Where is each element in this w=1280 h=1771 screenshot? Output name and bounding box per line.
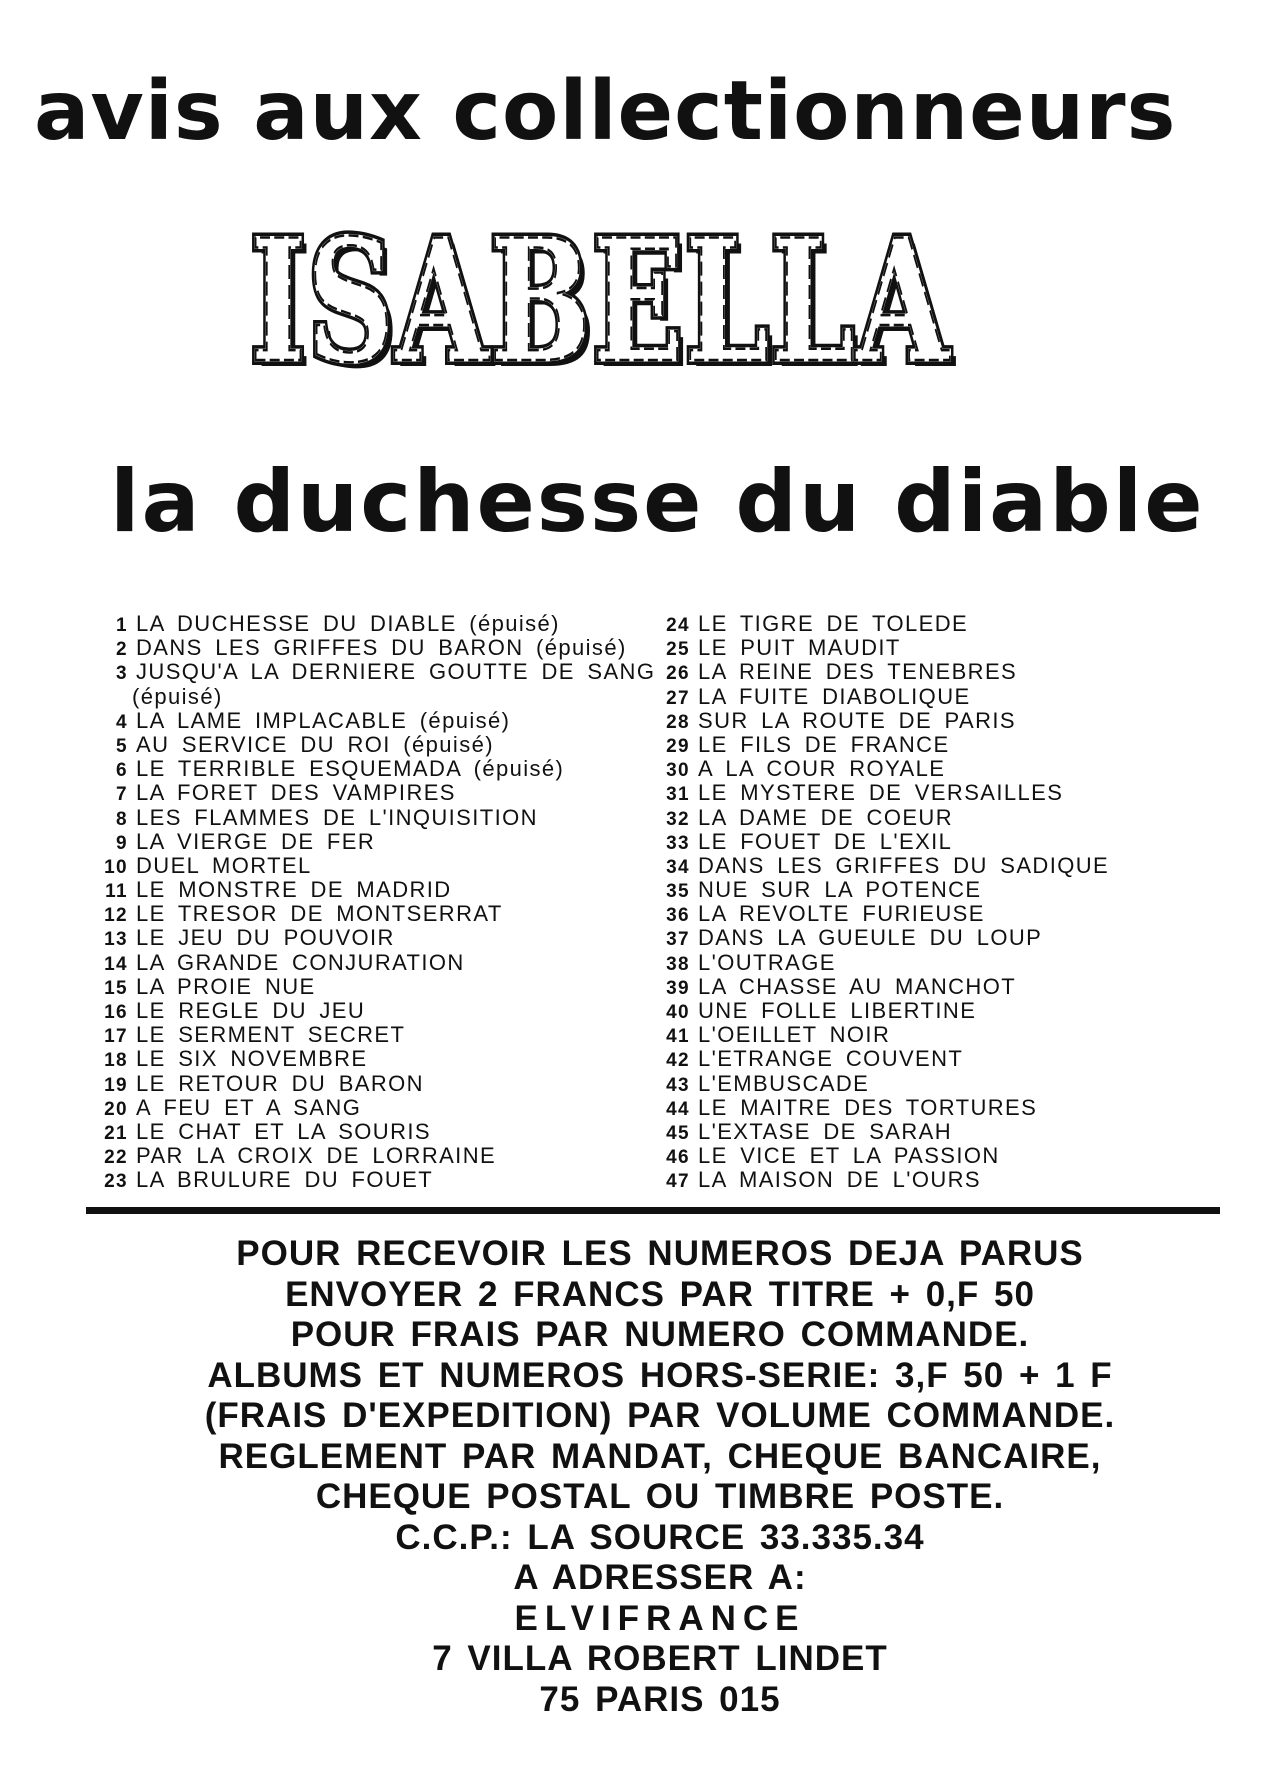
logo-text-layer: ISABELLA	[250, 202, 951, 390]
list-item	[648, 830, 1208, 854]
issue-number: 47	[666, 1171, 690, 1193]
list-item	[86, 1144, 646, 1168]
list-item	[648, 975, 1208, 999]
list-item	[648, 999, 1208, 1023]
list-item	[86, 1072, 646, 1096]
issue-title	[136, 1047, 656, 1071]
issue-title-text: LE PUIT MAUDIT	[698, 635, 901, 661]
list-item	[648, 951, 1208, 975]
list-item	[86, 830, 646, 854]
issue-title-text: LA FUITE DIABOLIQUE	[698, 683, 971, 709]
issue-title-text: LE MYSTERE DE VERSAILLES	[698, 780, 1064, 806]
issue-title	[136, 612, 656, 636]
notice-line: ELVIFRANCE	[514, 1598, 806, 1638]
issue-title	[698, 830, 1218, 854]
issue-number: 29	[666, 735, 690, 757]
list-item	[648, 685, 1208, 709]
list-item	[648, 733, 1208, 757]
issue-title	[136, 733, 656, 757]
issue-title	[132, 659, 656, 709]
list-item	[86, 1096, 646, 1120]
issue-title-text: DANS LA GUEULE DU LOUP	[698, 925, 1043, 951]
list-item	[86, 806, 646, 830]
list-item	[648, 757, 1208, 781]
issue-number: 3	[116, 663, 128, 685]
issue-number: 31	[666, 784, 690, 806]
list-item	[648, 926, 1208, 950]
issue-number: 9	[116, 832, 128, 854]
issue-title	[698, 1096, 1218, 1120]
issue-title	[136, 878, 656, 902]
title-list-left	[86, 611, 656, 1193]
issue-title-text: LE SERMENT SECRET	[136, 1022, 406, 1048]
list-item	[86, 902, 646, 926]
issue-title	[698, 902, 1218, 926]
issue-title-text: LA BRULURE DU FOUET	[136, 1167, 434, 1193]
issue-title	[698, 806, 1218, 830]
issue-title	[698, 951, 1218, 975]
issue-title	[136, 1120, 656, 1144]
list-item	[648, 1023, 1208, 1047]
issue-title	[698, 709, 1218, 733]
issue-number: 12	[104, 905, 128, 927]
issue-title	[136, 1096, 656, 1120]
issue-number: 30	[666, 760, 690, 782]
list-item	[648, 781, 1208, 805]
issue-title-text: UNE FOLLE LIBERTINE	[698, 998, 977, 1023]
issue-title	[136, 951, 656, 975]
issue-title-text: L'OEILLET NOIR	[698, 1022, 891, 1048]
list-item	[86, 709, 646, 733]
issue-number: 8	[116, 808, 128, 830]
issue-title	[698, 854, 1218, 878]
issue-title-text: LA REVOLTE FURIEUSE	[698, 901, 985, 927]
issue-title	[698, 757, 1218, 781]
issue-title-text: LA FORET DES VAMPIRES	[136, 780, 456, 806]
issue-title-text: AU SERVICE DU ROI (épuisé)	[136, 731, 494, 757]
issue-number: 27	[666, 687, 690, 709]
issue-title-text: NUE SUR LA POTENCE	[698, 877, 982, 903]
issue-number: 45	[666, 1122, 690, 1144]
issue-number: 44	[666, 1098, 690, 1120]
issue-number: 25	[666, 639, 690, 661]
issue-title-text: L'OUTRAGE	[698, 949, 836, 975]
notice-line: C.C.P.: LA SOURCE 33.335.34	[395, 1517, 925, 1557]
issue-title-text: LE JEU DU POUVOIR	[136, 925, 395, 951]
issue-title	[698, 926, 1218, 950]
issue-title-text: DUEL MORTEL	[136, 852, 312, 878]
issue-title-text: A FEU ET A SANG	[136, 1094, 362, 1120]
issue-number: 41	[666, 1026, 690, 1048]
issue-number: 35	[666, 881, 690, 903]
issue-title-text: LE TERRIBLE ESQUEMADA (épuisé)	[136, 756, 565, 782]
issue-number: 39	[666, 977, 690, 999]
list-item	[648, 902, 1208, 926]
list-item	[648, 612, 1208, 636]
isabella-logo	[220, 200, 980, 390]
issue-title	[698, 685, 1218, 709]
issue-title	[698, 1047, 1218, 1071]
issue-title	[136, 781, 656, 805]
issue-number: 17	[104, 1026, 128, 1048]
issue-number: 22	[104, 1147, 128, 1169]
issue-title-text: A LA COUR ROYALE	[698, 756, 946, 782]
issue-title	[698, 781, 1218, 805]
list-item	[86, 781, 646, 805]
issue-number: 46	[666, 1147, 690, 1169]
issue-title-text: DANS LES GRIFFES DU BARON (épuisé)	[136, 635, 627, 661]
issue-title-text: LA VIERGE DE FER	[136, 828, 376, 854]
issue-title	[136, 999, 656, 1023]
list-item	[648, 1168, 1208, 1192]
issue-number: 32	[666, 808, 690, 830]
notice-line: ENVOYER 2 FRANCS PAR TITRE + 0,F 50	[285, 1274, 1035, 1314]
list-item	[86, 854, 646, 878]
issue-number: 4	[116, 711, 128, 733]
issue-title	[698, 999, 1218, 1023]
issue-number: 42	[666, 1050, 690, 1072]
list-item	[648, 1096, 1208, 1120]
list-item	[86, 636, 646, 660]
notice-line: (FRAIS D'EXPEDITION) PAR VOLUME COMMANDE.	[204, 1396, 1116, 1435]
list-item	[86, 999, 646, 1023]
issue-title-text: LE SIX NOVEMBRE	[136, 1046, 368, 1072]
issue-title	[698, 1023, 1218, 1047]
issue-title-text: LA DUCHESSE DU DIABLE (épuisé)	[136, 611, 560, 636]
issue-number: 28	[666, 711, 690, 733]
list-item	[648, 709, 1208, 733]
notice-line: A ADRESSER A:	[513, 1558, 807, 1597]
list-item	[648, 1120, 1208, 1144]
issue-title	[136, 1023, 656, 1047]
issue-title-continuation: (épuisé)	[132, 683, 223, 709]
issue-title	[698, 660, 1218, 684]
issue-title-text: LE FILS DE FRANCE	[698, 731, 950, 757]
issue-title-text: PAR LA CROIX DE LORRAINE	[136, 1143, 497, 1169]
issue-title-text: LA PROIE NUE	[136, 973, 316, 999]
issue-number: 16	[104, 1002, 128, 1024]
issue-number: 15	[104, 977, 128, 999]
issue-title	[136, 1072, 656, 1096]
issue-number: 23	[104, 1171, 128, 1193]
issue-number: 18	[104, 1050, 128, 1072]
issue-number: 2	[116, 639, 128, 661]
issue-title	[136, 1144, 656, 1168]
divider-rule	[86, 1207, 1220, 1214]
issue-title-text: LES FLAMMES DE L'INQUISITION	[136, 804, 538, 830]
issue-title	[698, 1120, 1218, 1144]
issue-title-text: LA LAME IMPLACABLE (épuisé)	[136, 707, 511, 733]
issue-number: 24	[666, 615, 690, 636]
issue-title	[136, 709, 656, 733]
issue-number: 20	[104, 1098, 128, 1120]
issue-number: 43	[666, 1074, 690, 1096]
list-item	[86, 926, 646, 950]
headline: avis aux collectionneurs	[34, 64, 1177, 159]
issue-number: 34	[666, 856, 690, 878]
list-item	[648, 1047, 1208, 1071]
list-item	[86, 659, 656, 709]
list-item	[648, 660, 1208, 684]
issue-title-text: LE RETOUR DU BARON	[136, 1070, 424, 1096]
list-item	[86, 612, 646, 636]
issue-number: 36	[666, 905, 690, 927]
issue-title-text: LE FOUET DE L'EXIL	[698, 828, 953, 854]
issue-title	[136, 830, 656, 854]
issue-title-text: LE TIGRE DE TOLEDE	[698, 611, 969, 636]
list-item	[86, 975, 646, 999]
issue-title-text: LE REGLE DU JEU	[136, 998, 366, 1024]
title-list-right	[648, 612, 1208, 1193]
issue-number: 38	[666, 953, 690, 975]
list-item	[86, 733, 646, 757]
issue-title	[698, 975, 1218, 999]
issue-title	[698, 636, 1218, 660]
issue-title-text: LA CHASSE AU MANCHOT	[698, 973, 1017, 999]
issue-title-text: L'EMBUSCADE	[698, 1070, 870, 1096]
issue-title	[698, 1168, 1218, 1192]
logo-text-layer: ISABELLA	[250, 202, 951, 390]
list-item	[86, 878, 646, 902]
issue-title	[698, 1144, 1218, 1168]
issue-title-text: LE TRESOR DE MONTSERRAT	[136, 901, 503, 927]
issue-number: 37	[666, 929, 690, 951]
issue-title	[136, 926, 656, 950]
issue-title-text: DANS LES GRIFFES DU SADIQUE	[698, 852, 1110, 878]
issue-number: 14	[104, 953, 128, 975]
list-item	[86, 951, 646, 975]
list-item	[86, 1047, 646, 1071]
notice-line: ALBUMS ET NUMEROS HORS-SERIE: 3,F 50 + 1 F	[207, 1355, 1113, 1395]
issue-title-text: SUR LA ROUTE DE PARIS	[698, 707, 1016, 733]
issue-title	[136, 975, 656, 999]
issue-number: 40	[666, 1002, 690, 1023]
issue-title	[136, 902, 656, 926]
issue-title-text: LE CHAT ET LA SOURIS	[136, 1118, 431, 1144]
issue-number: 11	[105, 881, 128, 903]
issue-number: 7	[116, 784, 128, 806]
notice-line: REGLEMENT PAR MANDAT, CHEQUE BANCAIRE,	[218, 1436, 1102, 1476]
list-item	[648, 1144, 1208, 1168]
issue-title	[136, 854, 656, 878]
list-item	[86, 1120, 646, 1144]
issue-title-text: LA DAME DE COEUR	[698, 804, 954, 830]
issue-number: 19	[104, 1074, 128, 1096]
issue-number: 10	[104, 856, 128, 878]
list-item	[648, 806, 1208, 830]
notice-line: 7 VILLA ROBERT LINDET	[432, 1639, 888, 1678]
issue-title	[698, 733, 1218, 757]
issue-number: 33	[666, 832, 690, 854]
list-item	[86, 1168, 646, 1192]
list-item	[86, 757, 646, 781]
list-item	[648, 854, 1208, 878]
notice-line: 75 PARIS 015	[539, 1679, 781, 1719]
list-item	[648, 878, 1208, 902]
order-notice	[120, 1234, 1200, 1720]
issue-title	[136, 636, 656, 660]
list-item	[648, 1072, 1208, 1096]
issue-title-text: L'EXTASE DE SARAH	[698, 1118, 952, 1144]
issue-title-text: LA REINE DES TENEBRES	[698, 659, 1018, 685]
issue-number: 13	[104, 929, 128, 951]
logo-text-layer: ISABELLA	[250, 202, 951, 390]
issue-title-text: LE MAITRE DES TORTURES	[698, 1094, 1038, 1120]
issue-number: 5	[116, 735, 128, 757]
issue-number: 1	[116, 615, 128, 636]
list-item	[648, 636, 1208, 660]
issue-title-text: LE VICE ET LA PASSION	[698, 1143, 1000, 1169]
issue-number: 26	[666, 663, 690, 685]
issue-title-text: JUSQU'A LA DERNIERE GOUTTE DE SANG	[136, 659, 656, 685]
subtitle: la duchesse du diable	[110, 452, 1205, 552]
issue-title-text: LE MONSTRE DE MADRID	[136, 877, 452, 903]
issue-title-text: LA MAISON DE L'OURS	[698, 1167, 981, 1193]
notice-line: POUR FRAIS PAR NUMERO COMMANDE.	[290, 1315, 1030, 1354]
issue-title-text: L'ETRANGE COUVENT	[698, 1046, 964, 1072]
issue-title-text: LA GRANDE CONJURATION	[136, 949, 465, 975]
issue-title	[698, 878, 1218, 902]
list-item	[86, 1023, 646, 1047]
issue-number: 21	[104, 1122, 128, 1144]
issue-title	[698, 1072, 1218, 1096]
logo-text-layer: ISABELLA	[256, 208, 957, 390]
issue-title	[136, 1168, 656, 1192]
notice-line: POUR RECEVOIR LES NUMEROS DEJA PARUS	[236, 1234, 1084, 1273]
issue-title	[136, 757, 656, 781]
issue-title	[136, 806, 656, 830]
issue-title	[698, 612, 1218, 636]
notice-line: CHEQUE POSTAL OU TIMBRE POSTE.	[315, 1477, 1005, 1516]
issue-number: 6	[116, 760, 128, 782]
